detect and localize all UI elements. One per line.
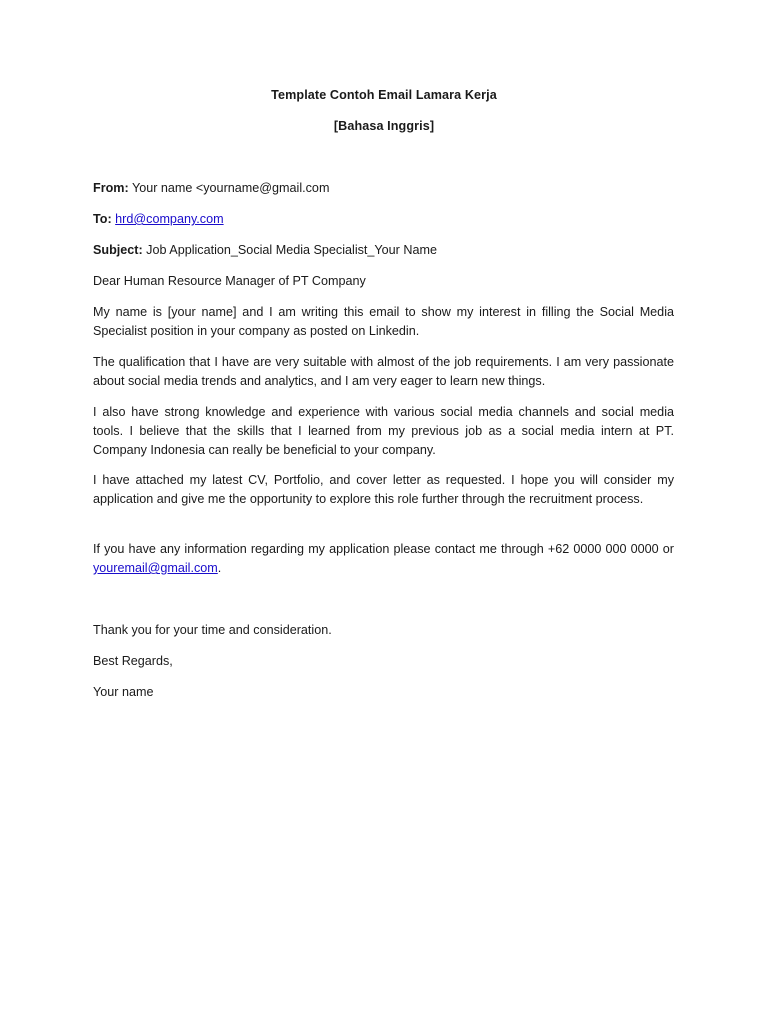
to-line [93,210,674,229]
from-label: From: [93,181,129,195]
subject-line [93,241,674,260]
contact-period: . [217,561,222,575]
salutation: Dear Human Resource Manager of PT Company [93,274,366,288]
paragraph-qualification [93,353,674,391]
paragraph-experience [93,403,674,460]
paragraph-experience-text: I also have strong knowledge and experience with various social media channels and social media tools. I believe that the skills that I learned from my previous job as a social media intern at PT. Company Indonesia can really be beneficial to your company. [93,405,674,457]
contact-text: If you have any information regarding my application please contact me through +62 0000 000 0000 or [93,542,674,556]
document-title: Template Contoh Email Lamara Kerja [271,88,497,102]
document-subtitle: [Bahasa Inggris] [333,119,435,133]
subject-value: Job Application_Social Media Specialist_Your Name [142,243,437,257]
closing-signature: Your name [93,685,154,699]
paragraph-attachments-text: I have attached my latest CV, Portfolio, and cover letter as requested. I hope you will consider my application and give me the opportunity to explore this role further through the recruitment process. [93,473,674,506]
paragraph-attachments [93,471,674,509]
paragraph-qualification-text: The qualification that I have are very suitable with almost of the job requirements. I am very passionate about social media trends and analytics, and I am very eager to learn new things. [93,355,674,388]
closing-thanks: Thank you for your time and consideration. [93,623,332,637]
subject-label: Subject: [93,243,143,257]
from-value: Your name <yourname@gmail.com [128,181,330,195]
closing-regards: Best Regards, [93,654,173,668]
paragraph-intro [93,303,674,341]
from-line [93,179,674,198]
paragraph-contact-text [93,540,674,578]
to-label: To: [93,212,112,226]
to-email-link[interactable]: hrd@company.com [115,212,224,226]
paragraph-contact [93,540,674,578]
contact-email-link[interactable]: youremail@gmail.com [93,561,218,575]
paragraph-intro-text: My name is [your name] and I am writing this email to show my interest in filling the Social Media Specialist position in your company as posted on Linkedin. [93,305,674,338]
